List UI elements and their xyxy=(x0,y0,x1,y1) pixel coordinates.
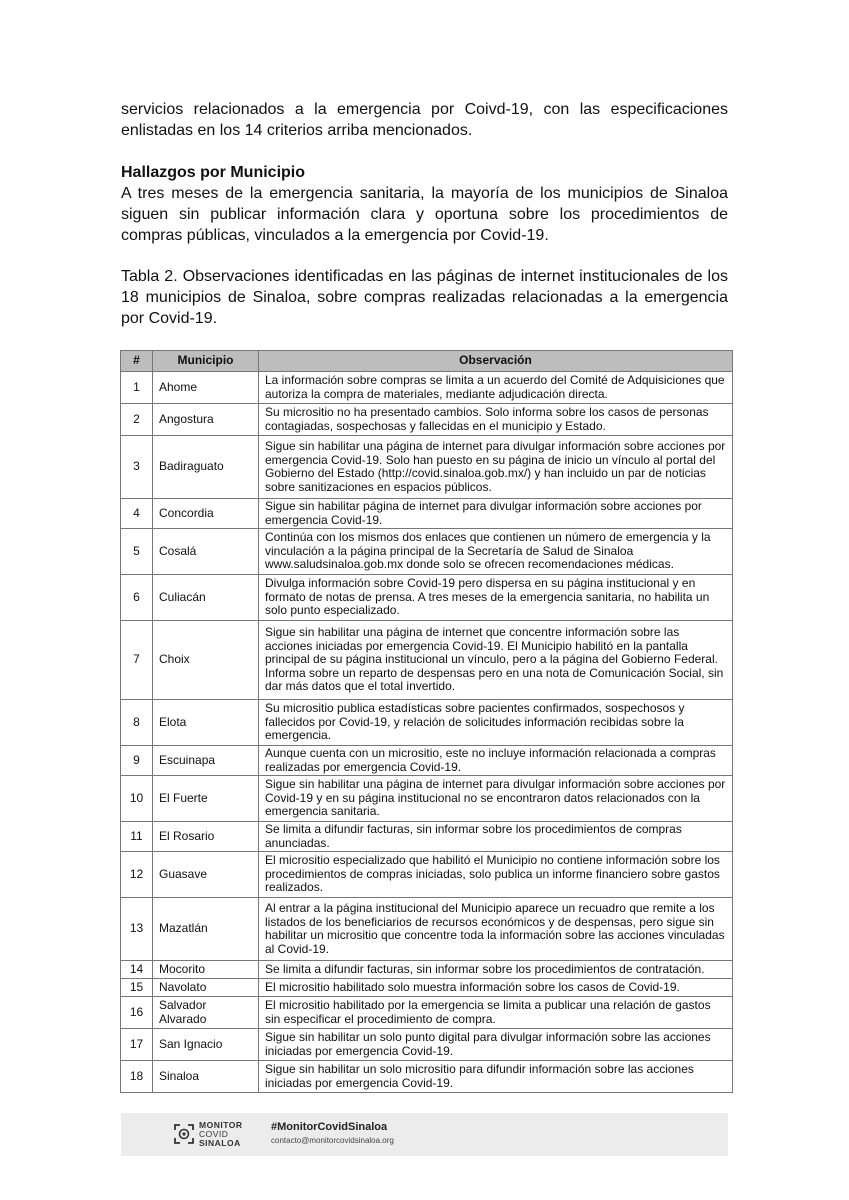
row-observacion: Se limita a difundir facturas, sin informar sobre los procedimientos de contratación. xyxy=(259,961,733,979)
table-row xyxy=(121,575,733,621)
logo-wordmark: MONITOR COVID SINALOA xyxy=(199,1120,243,1148)
row-number: 5 xyxy=(121,529,153,575)
row-municipio: Culiacán xyxy=(153,575,259,621)
table-row xyxy=(121,1029,733,1061)
table-row xyxy=(121,997,733,1029)
row-municipio: San Ignacio xyxy=(153,1029,259,1061)
footer-hashtag: #MonitorCovidSinaloa xyxy=(271,1121,388,1133)
row-observacion: Sigue sin habilitar un solo micrositio para difundir información sobre las acciones iniciadas por emergencia Covid-19. xyxy=(259,1061,733,1093)
table-header-row xyxy=(121,351,733,372)
row-municipio: El Rosario xyxy=(153,822,259,852)
table-row xyxy=(121,372,733,404)
table-row xyxy=(121,746,733,776)
row-number: 17 xyxy=(121,1029,153,1061)
table-row xyxy=(121,898,733,961)
row-observacion: Sigue sin habilitar una página de internet para divulgar información sobre acciones por Covid-19 y en su página institucional no se encontraron datos relacionados con la emergencia sanitaria. xyxy=(259,776,733,822)
monitor-logo-icon xyxy=(173,1123,195,1145)
row-number: 15 xyxy=(121,979,153,997)
row-municipio: Concordia xyxy=(153,499,259,529)
row-number: 12 xyxy=(121,852,153,898)
row-municipio: Cosalá xyxy=(153,529,259,575)
row-observacion: El micrositio habilitado por la emergencia se limita a publicar una relación de gastos sin especificar el procedimiento de compra. xyxy=(259,997,733,1029)
row-number: 9 xyxy=(121,746,153,776)
table-row xyxy=(121,529,733,575)
row-municipio: El Fuerte xyxy=(153,776,259,822)
table-row xyxy=(121,621,733,700)
row-observacion: El micrositio especializado que habilitó el Municipio no contiene información sobre los procedimientos de compras iniciadas, solo publica un informe financiero sobre gastos realizados. xyxy=(259,852,733,898)
table-row xyxy=(121,776,733,822)
row-number: 13 xyxy=(121,898,153,961)
table-row xyxy=(121,700,733,746)
row-number: 10 xyxy=(121,776,153,822)
row-number: 16 xyxy=(121,997,153,1029)
row-municipio: Salvador Alvarado xyxy=(153,997,259,1029)
header-observacion: Observación xyxy=(259,351,733,372)
row-municipio: Mocorito xyxy=(153,961,259,979)
row-municipio: Sinaloa xyxy=(153,1061,259,1093)
table-caption: Tabla 2. Observaciones identificadas en las páginas de internet institucionales de los 18 municipios de Sinaloa, sobre compras realizadas relacionadas a la emergencia por Covid-19. xyxy=(121,268,728,327)
row-number: 3 xyxy=(121,436,153,499)
row-number: 11 xyxy=(121,822,153,852)
row-observacion: La información sobre compras se limita a un acuerdo del Comité de Adquisiciones que autoriza la compra de materiales, mediante adjudicación directa. xyxy=(259,372,733,404)
header-municipio: Municipio xyxy=(153,351,259,372)
row-municipio: Ahome xyxy=(153,372,259,404)
row-municipio: Choix xyxy=(153,621,259,700)
row-number: 14 xyxy=(121,961,153,979)
row-municipio: Badiraguato xyxy=(153,436,259,499)
row-municipio: Guasave xyxy=(153,852,259,898)
footer-bar xyxy=(121,1113,728,1156)
table-row xyxy=(121,1061,733,1093)
footer-email: contacto@monitorcovidsinaloa.org xyxy=(271,1136,394,1145)
row-municipio: Escuinapa xyxy=(153,746,259,776)
table-row xyxy=(121,499,733,529)
row-observacion: Sigue sin habilitar una página de internet para divulgar información sobre acciones por emergencia Covid-19. Solo han puesto en su página de inicio un vínculo al portal del Gobierno del Estado (http://covid.sinaloa.gob.mx/) y han incluido un par de noticias sobre sanitizaciones en espacios públicos. xyxy=(259,436,733,499)
row-number: 8 xyxy=(121,700,153,746)
row-observacion: El micrositio habilitado solo muestra información sobre los casos de Covid-19. xyxy=(259,979,733,997)
observations-table xyxy=(120,350,733,1093)
row-observacion: Divulga información sobre Covid-19 pero dispersa en su página institucional y en formato de notas de prensa. A tres meses de la emergencia sanitaria, no habilita un solo punto especializado. xyxy=(259,575,733,621)
table-row xyxy=(121,436,733,499)
row-municipio: Mazatlán xyxy=(153,898,259,961)
section-paragraph: A tres meses de la emergencia sanitaria, la mayoría de los municipios de Sinaloa siguen sin publicar información clara y oportuna sobre los procedimientos de compras públicas, vinculados a la emergencia por Covid-19. xyxy=(121,185,728,244)
table-row xyxy=(121,404,733,436)
section-heading: Hallazgos por Municipio xyxy=(121,164,306,181)
row-observacion: Sigue sin habilitar página de internet para divulgar información sobre acciones por emergencia Covid-19. xyxy=(259,499,733,529)
row-number: 18 xyxy=(121,1061,153,1093)
row-number: 2 xyxy=(121,404,153,436)
table-row xyxy=(121,822,733,852)
row-municipio: Navolato xyxy=(153,979,259,997)
intro-paragraph: servicios relacionados a la emergencia por Coivd-19, con las especificaciones enlistadas en los 14 criterios arriba mencionados. xyxy=(121,101,728,139)
row-municipio: Elota xyxy=(153,700,259,746)
row-observacion: Aunque cuenta con un micrositio, este no incluye información relacionada a compras realizadas por emergencia Covid-19. xyxy=(259,746,733,776)
row-observacion: Sigue sin habilitar un solo punto digital para divulgar información sobre las acciones iniciadas por emergencia Covid-19. xyxy=(259,1029,733,1061)
row-number: 7 xyxy=(121,621,153,700)
row-observacion: Al entrar a la página institucional del Municipio aparece un recuadro que remite a los listados de los beneficiarios de recursos económicos y de despensas, pero sigue sin habilitar un micrositio que concentre toda la información sobre las acciones vinculadas al Covid-19. xyxy=(259,898,733,961)
row-observacion: Continúa con los mismos dos enlaces que contienen un número de emergencia y la vinculación a la página principal de la Secretaría de Salud de Sinaloa www.saludsinaloa.gob.mx donde solo se ofrecen recomendaciones médicas. xyxy=(259,529,733,575)
row-observacion: Se limita a difundir facturas, sin informar sobre los procedimientos de compras anunciadas. xyxy=(259,822,733,852)
table-row xyxy=(121,979,733,997)
row-observacion: Su micrositio publica estadísticas sobre pacientes confirmados, sospechosos y fallecidos por Covid-19, y relación de solicitudes información recibidas sobre la emergencia. xyxy=(259,700,733,746)
row-observacion: Su micrositio no ha presentado cambios. Solo informa sobre los casos de personas contagiadas, sospechosas y fallecidas en el municipio y Estado. xyxy=(259,404,733,436)
header-number: # xyxy=(121,351,153,372)
row-number: 1 xyxy=(121,372,153,404)
table-row xyxy=(121,961,733,979)
row-observacion: Sigue sin habilitar una página de internet que concentre información sobre las acciones iniciadas por emergencia Covid-19. El Municipio habilitó en la pantalla principal de su página institucional un vínculo, pero a la página del Gobierno Federal. Informa sobre un reparto de despensas pero en una nota de Comunicación Social, sin dar más datos que el total invertido. xyxy=(259,621,733,700)
row-number: 4 xyxy=(121,499,153,529)
row-municipio: Angostura xyxy=(153,404,259,436)
table-row xyxy=(121,852,733,898)
row-number: 6 xyxy=(121,575,153,621)
